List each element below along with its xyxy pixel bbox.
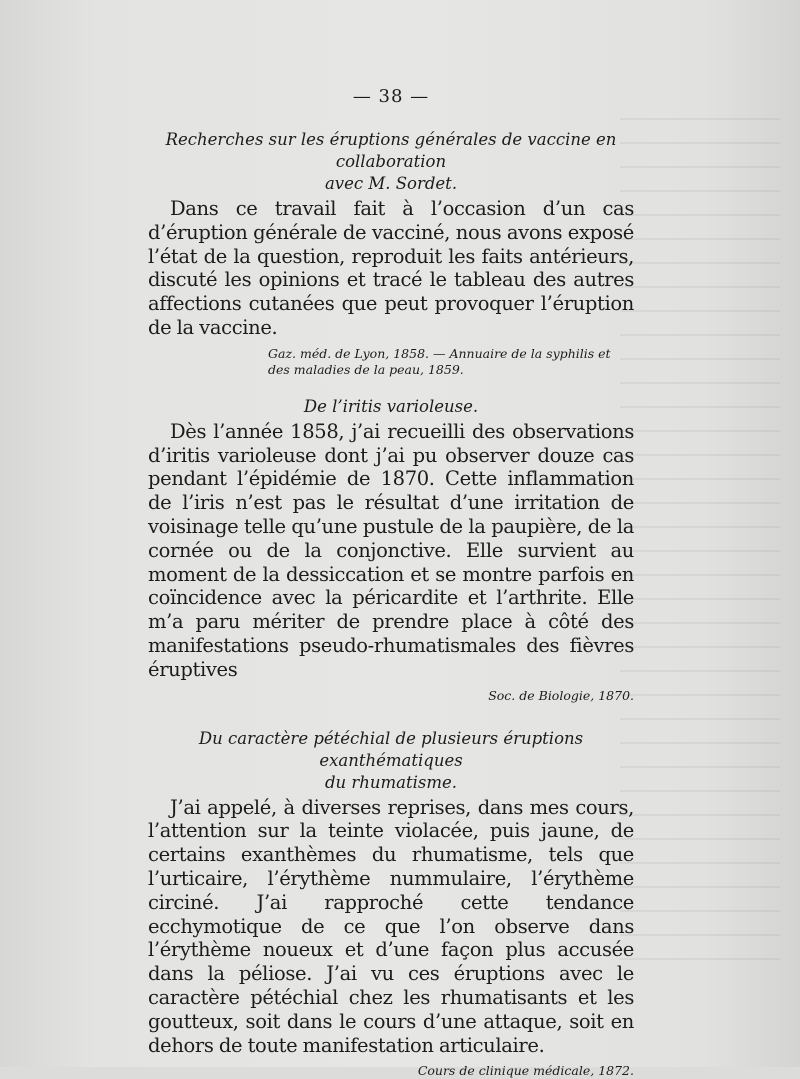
section-petechial	[148, 728, 634, 1079]
section-heading-cont: du rhumatisme.	[324, 772, 458, 792]
section-heading: Du caractère pétéchial de plusieurs éruptions exanthématiques	[198, 728, 584, 770]
section-heading: Recherches sur les éruptions générales de vaccine en collaboration	[165, 130, 617, 171]
section-reference: Gaz. méd. de Lyon, 1858. — Annuaire de la syphilis et des maladies de la peau, 1859.	[268, 345, 611, 377]
section-reference: Cours de clinique médicale, 1872.	[417, 1063, 634, 1079]
bleed-through-text	[620, 100, 780, 960]
section-reference: Soc. de Biologie, 1870.	[488, 687, 634, 703]
section-heading-cont: avec M. Sordet.	[324, 174, 458, 193]
text-column	[148, 86, 634, 1079]
section-vaccine-eruptions	[148, 129, 634, 378]
section-iritis	[148, 396, 634, 704]
section-body: Dans ce travail fait à l’occasion d’un cas d’éruption générale de vacciné, nous avons exposé l’état de la question, reproduit les faits antérieurs, discuté les opinions et tracé le tableau des autres affections cutanées que peut provoquer l’éruption de la vaccine.	[148, 197, 634, 339]
section-body: J’ai appelé, à diverses reprises, dans mes cours, l’attention sur la teinte violacée, puis jaune, de certains exanthèmes du rhumatisme, tels que l’urticaire, l’érythème nummulaire, l’érythème circiné. J’ai rapproché cette tendance ecchymotique de ce que l’on observe dans l’érythème noueux et d’une façon plus accusée dans la péliose. J’ai vu ces éruptions avec le caractère pétéchial chez les rhumatisants et les goutteux, soit dans le cours d’une attaque, soit en dehors de toute manifestation articulaire.	[148, 795, 634, 1057]
section-body: Dès l’année 1858, j’ai recueilli des observations d’iritis varioleuse dont j’ai pu observer douze cas pendant l’épidémie de 1870. Cette inflammation de l’iris n’est pas le résultat d’une irritation de voisinage telle qu’une pustule de la paupière, de la cornée ou de la conjonctive. Elle survient au moment de la dessiccation et se montre parfois en coïncidence avec la péricardite et l’arthrite. Elle m’a paru mériter de prendre place à côté des manifestations pseudo-rhumatismales des fièvres éruptives	[148, 419, 634, 681]
section-heading: De l’iritis varioleuse.	[303, 396, 479, 416]
page-number: — 38 —	[352, 86, 430, 107]
